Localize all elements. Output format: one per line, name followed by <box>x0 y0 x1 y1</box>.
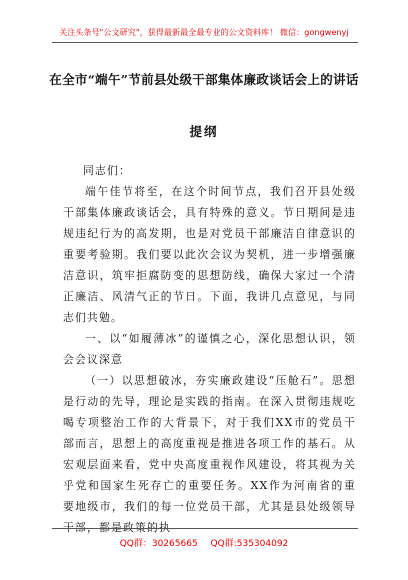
footer-divider <box>52 528 358 529</box>
page-footer <box>0 536 408 549</box>
paragraph-intro: 端午佳节将至，在这个时间节点，我们召开县处级干部集体廉政谈话会，具有特殊的意义。节日期间是违规违纪行为的高发期，也是对党员干部廉洁自律意识的重要考验期。我们要以此次会议为契机，进一步增强廉洁意识，筑牢拒腐防变的思想防线，确保大家过一个清正廉洁、风清气正的节日。下面，我讲几点意见，与同志们共勉。 <box>63 185 356 324</box>
salutation: 同志们： <box>83 164 131 177</box>
section-heading-1: 一、以“如履薄冰”的谨慎之心，深化思想认识，领会会议深意 <box>63 332 356 366</box>
footer-qq-group-1: QQ群：30265665 <box>119 539 198 549</box>
paragraph-subsection-1: （一）以思想破冰，夯实廉政建设“压舱石”。思想是行动的先导，理论是实践的指南。在深入贯彻违规吃喝专项整治工作的大背景下，对于我们XX市的党员干部而言，思想上的高度重视是推进各项工作的基石。从宏观层面来看，党中央高度重视作风建设，将其视为关乎党和国家生死存亡的重要任务。XX作为河南省的重要地级市，我们的每一位党员干部，尤其是县处级领导干部，都是政策的执 <box>63 374 356 534</box>
page-header-banner: 关注头条号"公文研究"，获得最新最全最专业的公文资料库！ 微信：gongwenyj <box>59 28 349 37</box>
header-divider <box>52 42 358 43</box>
document-body <box>63 160 356 538</box>
footer-qq-group-2: QQ群:535304092 <box>210 539 289 549</box>
document-subtitle: 提纲 <box>189 124 219 139</box>
document-title: 在全市“端午”节前县处级干部集体廉政谈话会上的讲话 <box>49 72 359 87</box>
